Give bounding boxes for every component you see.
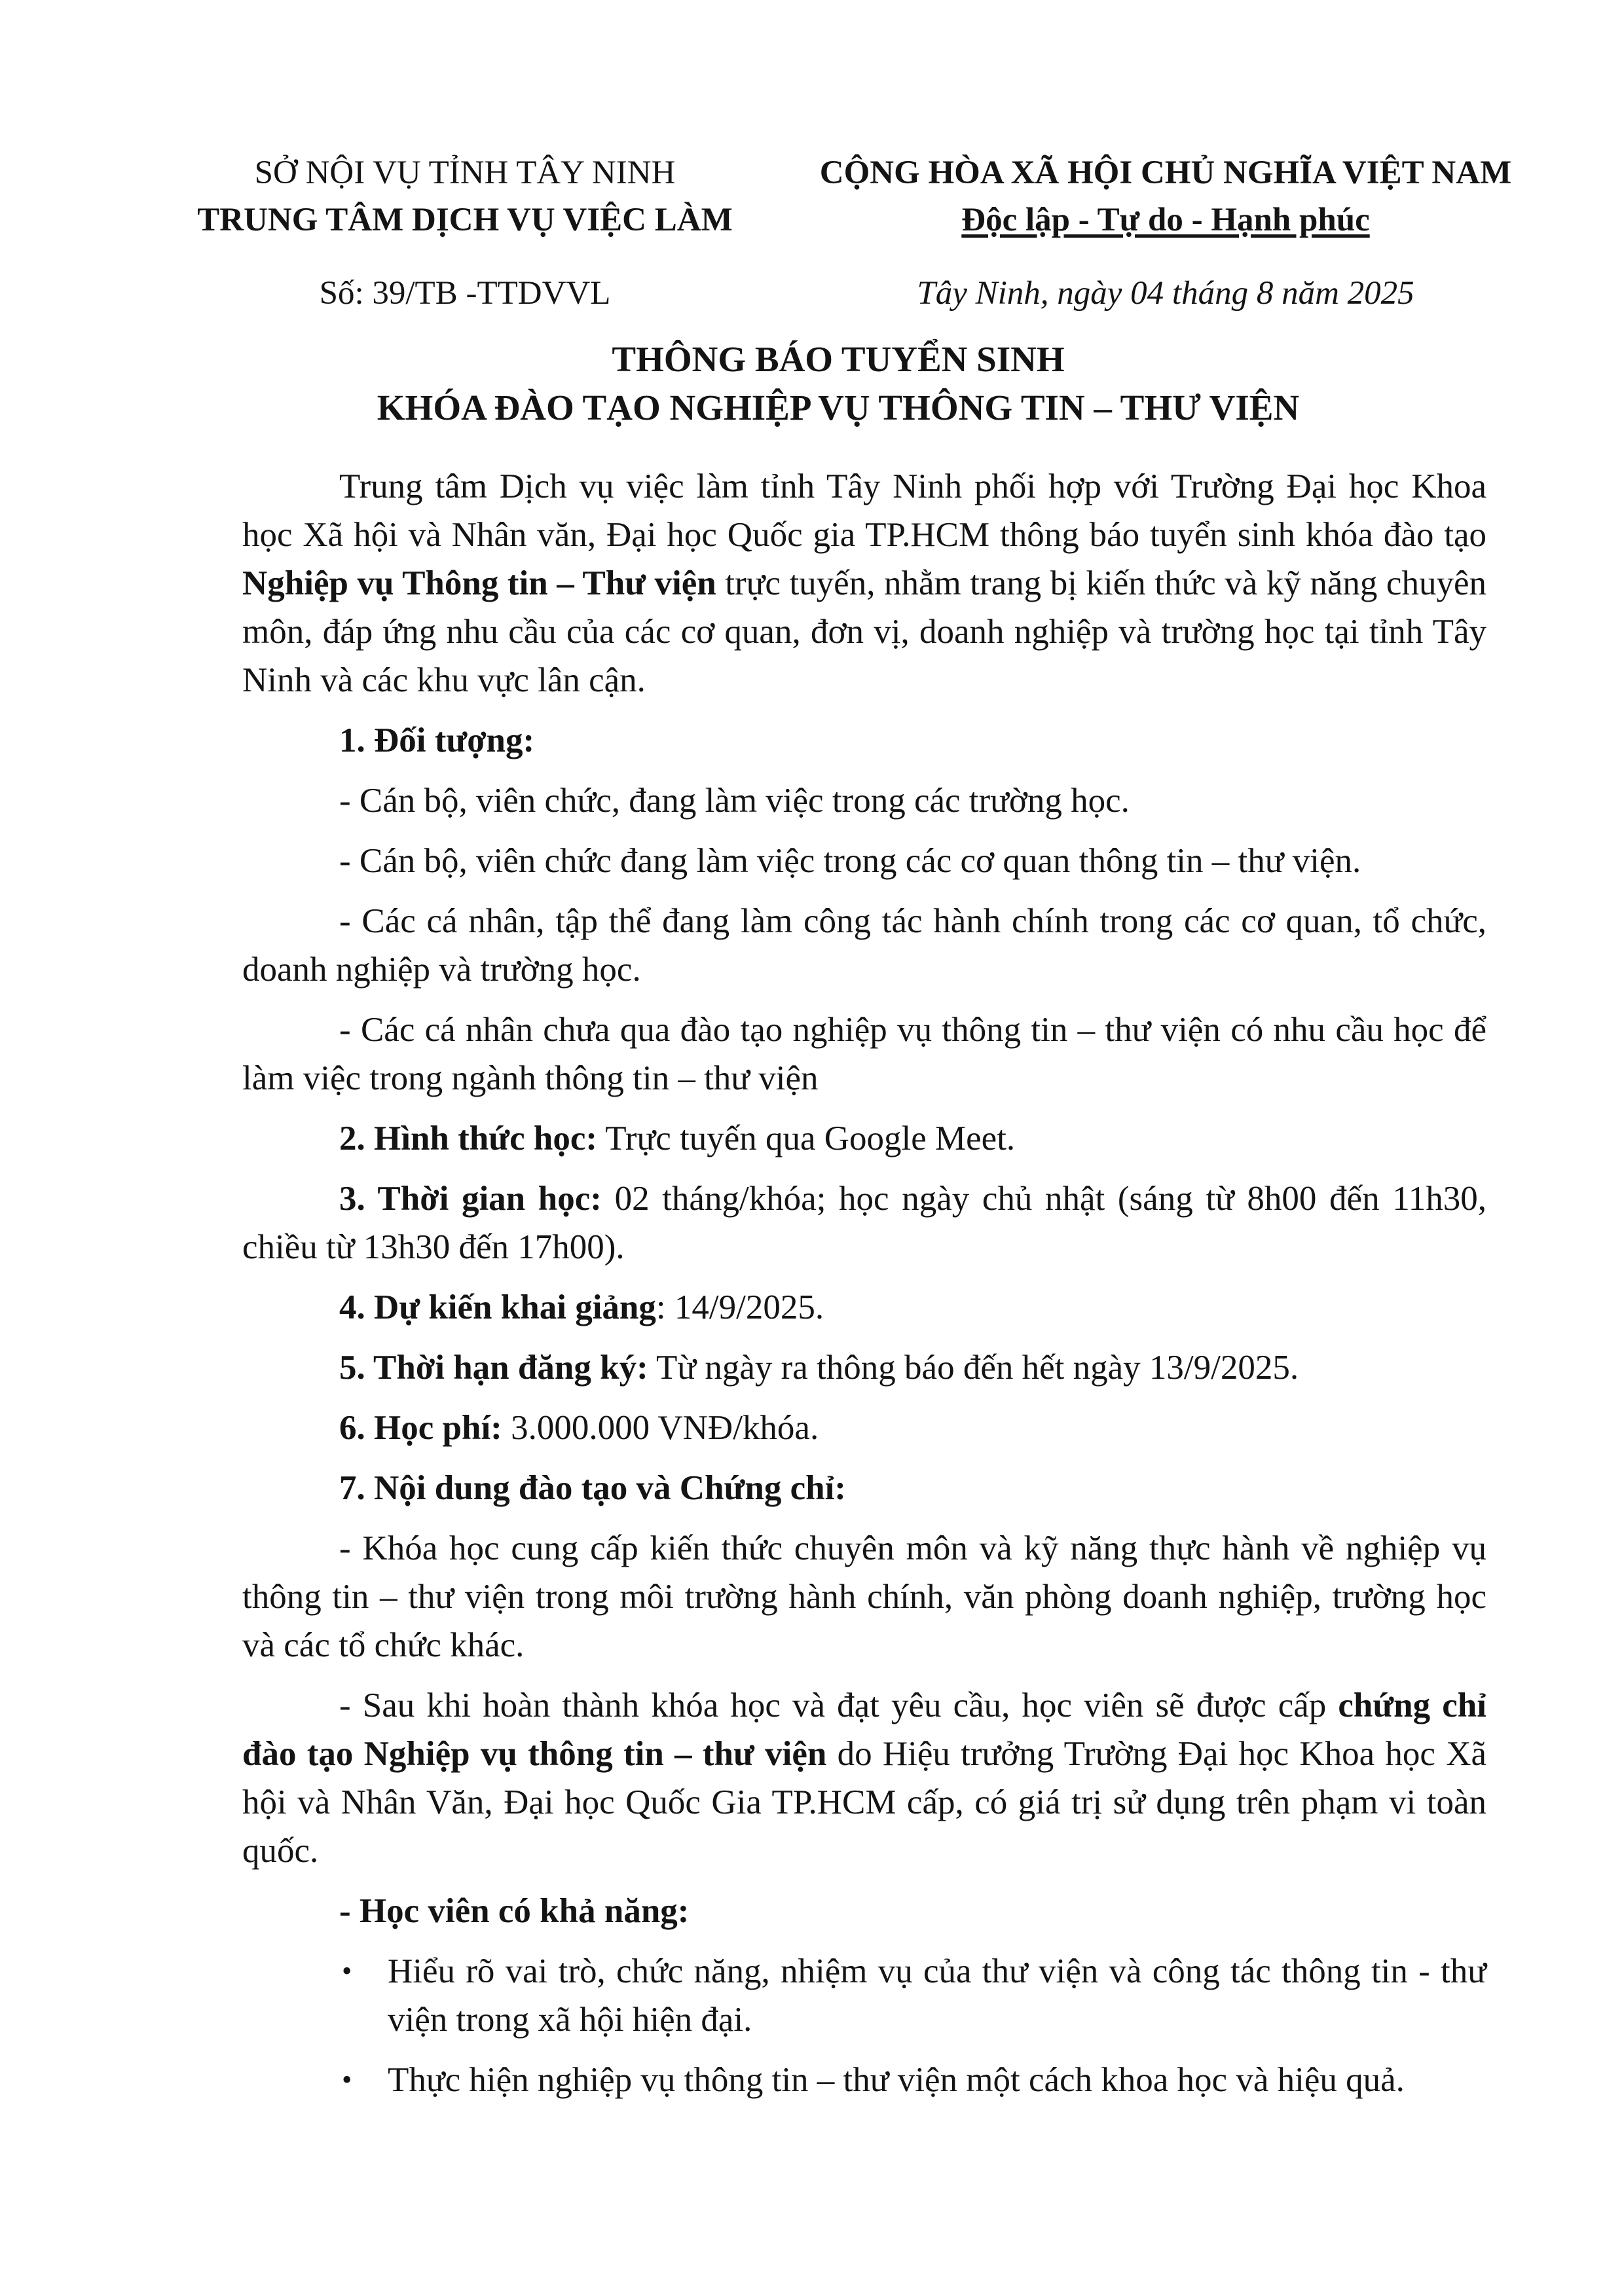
skills-list: [242, 1947, 1486, 2104]
section-7-paragraph-1: - Khóa học cung cấp kiến thức chuyên môn và kỹ năng thực hành về nghiệp vụ thông tin – thư viện trong môi trường hành chính, văn phòng doanh nghiệp, trường học và các tổ chức khác.: [242, 1529, 1486, 1664]
skills-heading: [242, 1887, 1486, 1935]
national-title: CỘNG HÒA XÃ HỘI CHỦ NGHĨA VIỆT NAM: [819, 155, 1512, 191]
section-6-label: 6. Học phí:: [339, 1409, 502, 1447]
title-line-1: THÔNG BÁO TUYỂN SINH: [612, 339, 1065, 379]
parent-agency: SỞ NỘI VỤ TỈNH TÂY NINH: [254, 155, 676, 191]
section-1-item: - Cán bộ, viên chức đang làm việc trong các cơ quan thông tin – thư viện.: [339, 842, 1361, 880]
section-5-text: Từ ngày ra thông báo đến hết ngày 13/9/2025.: [648, 1349, 1299, 1387]
section-7-heading-text: 7. Nội dung đào tạo và Chứng chỉ:: [339, 1469, 846, 1507]
section-5: [242, 1343, 1486, 1392]
section-7-paragraph-2: [242, 1681, 1486, 1875]
document-date: Tây Ninh, ngày 04 tháng 8 năm 2025: [917, 275, 1414, 312]
section-1-heading: [242, 716, 1486, 765]
national-motto: Độc lập - Tự do - Hạnh phúc: [961, 202, 1370, 238]
skills-heading-text: - Học viên có khả năng:: [339, 1892, 690, 1930]
bullet-icon: •: [342, 1955, 352, 1987]
section-2-label: 2. Hình thức học:: [339, 1120, 598, 1157]
section-6-text: 3.000.000 VNĐ/khóa.: [502, 1409, 819, 1447]
section-3-text: 02 tháng/khóa; học ngày chủ nhật (sáng từ 8h00 đến 11h30, chiều từ 13h30 đến 17h00).: [242, 1180, 1486, 1266]
skill-text: Thực hiện nghiệp vụ thông tin – thư viện một cách khoa học và hiệu quả.: [388, 2061, 1405, 2099]
section-5-label: 5. Thời hạn đăng ký:: [339, 1349, 648, 1387]
section-1-item: - Các cá nhân chưa qua đào tạo nghiệp vụ thông tin – thư viện có nhu cầu học để làm việc trong ngành thông tin – thư viện: [242, 1011, 1486, 1097]
section-1-item: - Cán bộ, viên chức, đang làm việc trong các trường học.: [339, 782, 1130, 820]
section-3-label: 3. Thời gian học:: [339, 1180, 602, 1218]
section-1-item: - Các cá nhân, tập thể đang làm công tác hành chính trong các cơ quan, tổ chức, doanh nghiệp và trường học.: [242, 902, 1486, 989]
bullet-icon: •: [342, 2064, 352, 2096]
section-3: [242, 1175, 1486, 1271]
skill-text: Hiểu rõ vai trò, chức năng, nhiệm vụ của thư viện và công tác thông tin - thư viện trong xã hội hiện đại.: [388, 1952, 1486, 2039]
intro-paragraph: [242, 462, 1486, 704]
national-motto-block: [805, 149, 1526, 317]
document-title: [151, 335, 1526, 432]
intro-course-name: Nghiệp vụ Thông tin – Thư viện: [242, 564, 716, 602]
issuing-agency-block: [151, 149, 779, 317]
title-line-2: KHÓA ĐÀO TẠO NGHIỆP VỤ THÔNG TIN – THƯ VIỆN: [377, 388, 1300, 428]
certificate-name: chứng chỉ đào tạo Nghiệp vụ thông tin – thư viện: [242, 1686, 1486, 1773]
certificate-text-1: - Sau khi hoàn thành khóa học và đạt yêu cầu, học viên sẽ được cấp: [339, 1686, 1338, 1724]
document-body: [242, 462, 1486, 2116]
section-4-text: : 14/9/2025.: [655, 1288, 824, 1326]
certificate-text-2: do Hiệu trưởng Trường Đại học Khoa học Xã hội và Nhân Văn, Đại học Quốc Gia TP.HCM cấp, có giá trị sử dụng trên phạm vi toàn quốc.: [242, 1735, 1487, 1870]
list-item: [242, 1947, 1486, 2044]
section-4: [242, 1283, 1486, 1332]
section-4-label: 4. Dự kiến khai giảng: [339, 1288, 656, 1326]
section-1-heading-text: 1. Đối tượng:: [339, 721, 535, 759]
issuing-agency: TRUNG TÂM DỊCH VỤ VIỆC LÀM: [197, 202, 733, 238]
intro-text-1: Trung tâm Dịch vụ việc làm tỉnh Tây Ninh phối hợp với Trường Đại học Khoa học Xã hội và Nhân văn, Đại học Quốc gia TP.HCM thông báo tuyển sinh khóa đào tạo: [242, 467, 1486, 554]
section-6: [242, 1404, 1486, 1452]
section-7-heading: [242, 1464, 1486, 1512]
document-number: Số: 39/TB -TTDVVL: [319, 275, 611, 312]
intro-text-2: trực tuyến, nhằm trang bị kiến thức và kỹ năng chuyên môn, đáp ứng nhu cầu của các cơ quan, đơn vị, doanh nghiệp và trường học tại tỉnh Tây Ninh và các khu vực lân cận.: [242, 564, 1486, 699]
section-2-text: Trực tuyến qua Google Meet.: [597, 1120, 1016, 1157]
section-2: [242, 1114, 1486, 1163]
list-item: [242, 2056, 1486, 2104]
